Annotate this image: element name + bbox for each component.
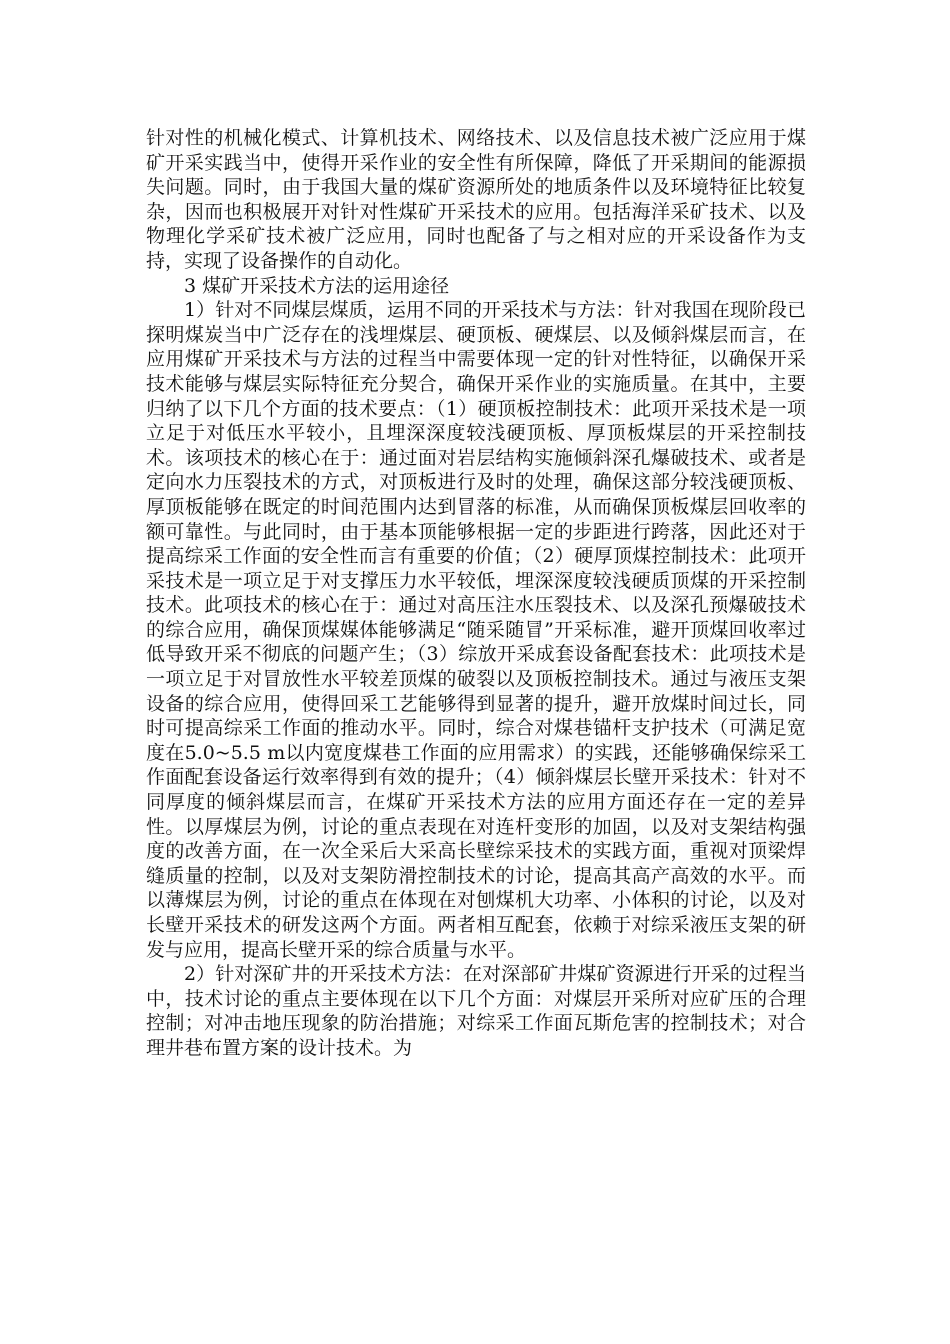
body-paragraph-2: 2）针对深矿井的开采技术方法：在对深部矿井煤矿资源进行开采的过程当中，技术讨论的重点主要体现在以下几个方面：对煤层开采所对应矿压的合理控制；对冲击地压现象的防治措施；对综采工作面瓦斯危害的控制技术；对合理井巷布置方案的设计技术。为 (146, 963, 806, 1059)
body-paragraph-continued: 针对性的机械化模式、计算机技术、网络技术、以及信息技术被广泛应用于煤矿开采实践当中，使得开采作业的安全性有所保障，降低了开采期间的能源损失问题。同时，由于我国大量的煤矿资源所处的地质条件以及环境特征比较复杂，因而也积极展开对针对性煤矿开采技术的应用。包括海洋采矿技术、以及物理化学采矿技术被广泛应用，同时也配备了与之相对应的开采设备作为支持，实现了设备操作的自动化。 (146, 127, 806, 272)
body-paragraph-1: 1）针对不同煤层煤质，运用不同的开采技术与方法：针对我国在现阶段已探明煤炭当中广泛存在的浅埋煤层、硬顶板、硬煤层、以及倾斜煤层而言，在应用煤矿开采技术与方法的过程当中需要体现一定的针对性特征，以确保开采技术能够与煤层实际特征充分契合，确保开采作业的实施质量。在其中，主要归纳了以下几个方面的技术要点：（1）硬顶板控制技术：此项开采技术是一项立足于对低压水平较小，且埋深深度较浅硬顶板、厚顶板煤层的开采控制技术。该项技术的核心在于：通过面对岩层结构实施倾斜深孔爆破技术、或者是定向水力压裂技术的方式，对顶板进行及时的处理，确保这部分较浅硬顶板、厚顶板能够在既定的时间范围内达到冒落的标准，从而确保顶板煤层回收率的额可靠性。与此同时，由于基本顶能够根据一定的步距进行跨落，因此还对于提高综采工作面的安全性而言有重要的价值；（2）硬厚顶煤控制技术：此项开采技术是一项立足于对支撑压力水平较低，埋深深度较浅硬质顶煤的开采控制技术。此项技术的核心在于：通过对高压注水压裂技术、以及深孔预爆破技术的综合应用，确保顶煤媒体能够满足“随采随冒”开采标准，避开顶煤回收率过低导致开采不彻底的问题产生；（3）综放开采成套设备配套技术：此项技术是一项立足于对冒放性水平较差顶煤的破裂以及顶板控制技术。通过与液压支架设备的综合应用，使得回采工艺能够得到显著的提升，避开放煤时间过长，同时可提高综采工作面的推动水平。同时，综合对煤巷锚杆支护技术（可满足宽度在5.0~5.5 m以内宽度煤巷工作面的应用需求）的实践，还能够确保综采工作面配套设备运行效率得到有效的提升；（4）倾斜煤层长壁开采技术：针对不同厚度的倾斜煤层而言，在煤矿开采技术方法的应用方面还存在一定的差异性。以厚煤层为例，讨论的重点表现在对连杆变形的加固，以及对支架结构强度的改善方面，在一次全采后大采高长壁综采技术的实践方面，重视对顶梁焊缝质量的控制，以及对支架防滑控制技术的讨论，提高其高产高效的水平。而以薄煤层为例，讨论的重点在体现在对刨煤机大功率、小体积的讨论，以及对长壁开采技术的研发这两个方面。两者相互配套，依赖于对综采液压支架的研发与应用，提高长壁开采的综合质量与水平。 (146, 299, 806, 961)
document-page (146, 126, 806, 1061)
section-heading: 3 煤矿开采技术方法的运用途径 (184, 274, 450, 297)
